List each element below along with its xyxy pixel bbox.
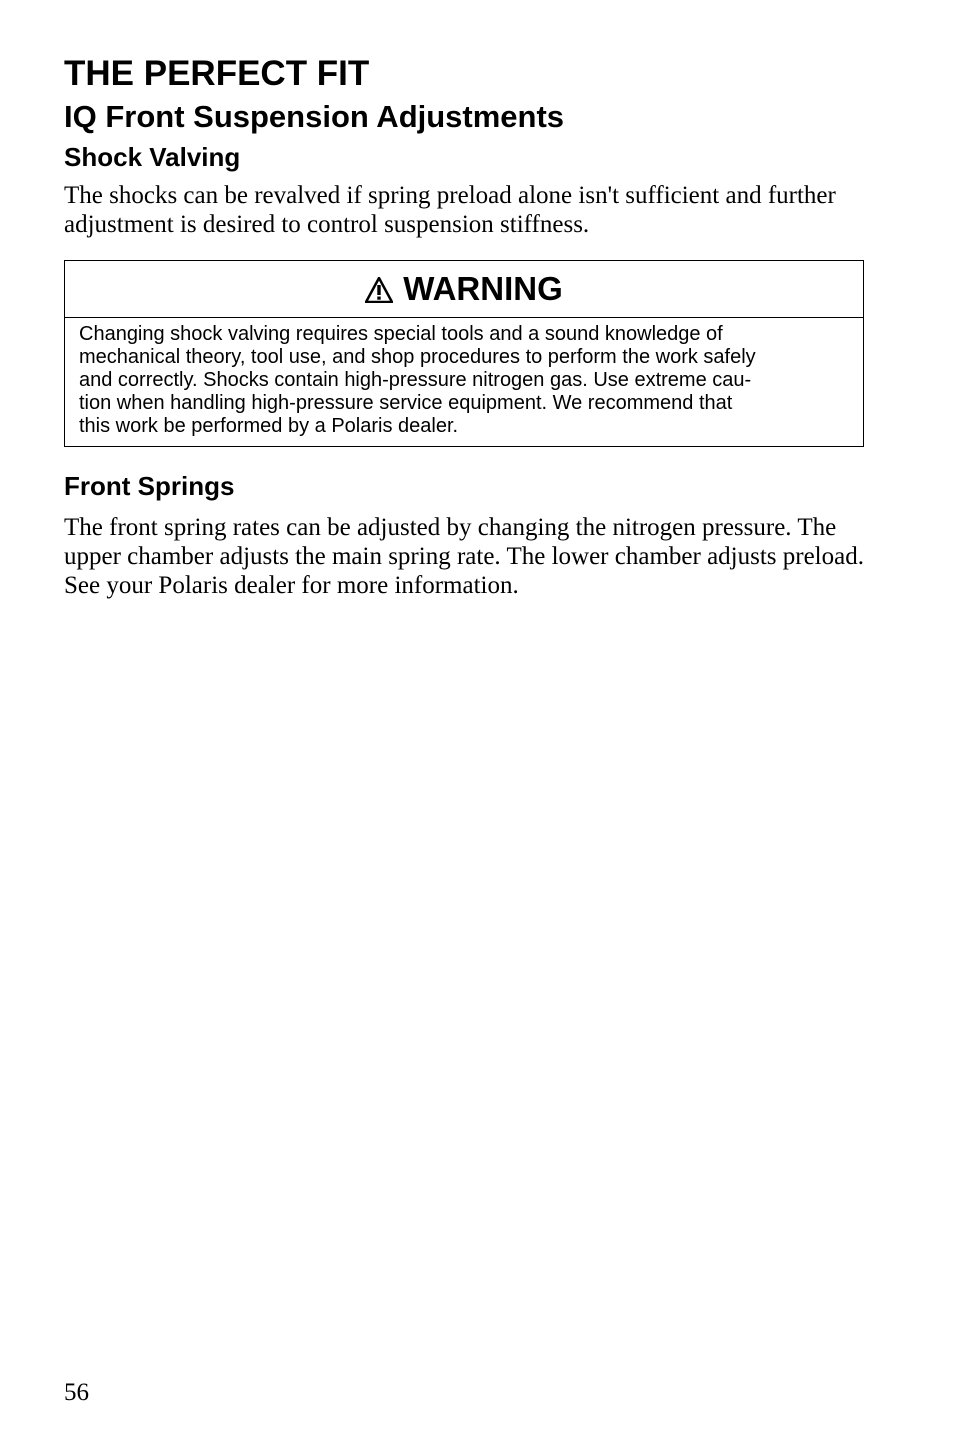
warning-triangle-icon bbox=[365, 277, 393, 303]
warning-line: mechanical theory, tool use, and shop procedures to perform the work safely bbox=[79, 346, 756, 368]
shock-valving-heading: Shock Valving bbox=[64, 142, 241, 172]
front-springs-heading: Front Springs bbox=[64, 471, 235, 501]
warning-box bbox=[64, 260, 864, 447]
warning-text bbox=[65, 318, 863, 438]
warning-header bbox=[65, 261, 863, 318]
warning-line: this work be performed by a Polaris dealer. bbox=[79, 415, 459, 437]
warning-label: WARNING bbox=[403, 270, 563, 307]
front-springs-paragraph: The front spring rates can be adjusted by changing the nitrogen pressure. The upper chamber adjusts the main spring rate. The lower chamber adjusts preload. See your Polaris dealer for more information. bbox=[64, 514, 864, 599]
page-number: 56 bbox=[64, 1379, 89, 1406]
warning-line: Changing shock valving requires special tools and a sound knowledge of bbox=[79, 323, 723, 345]
warning-line: and correctly. Shocks contain high-pressure nitrogen gas. Use extreme cau- bbox=[79, 369, 752, 391]
warning-line: tion when handling high-pressure service equipment. We recommend that bbox=[79, 392, 733, 414]
section-title: IQ Front Suspension Adjustments bbox=[64, 99, 565, 134]
shock-valving-paragraph: The shocks can be revalved if spring preload alone isn't sufficient and further adjustment is desired to control suspension stiffness. bbox=[64, 182, 836, 238]
chapter-title: THE PERFECT FIT bbox=[64, 54, 370, 93]
